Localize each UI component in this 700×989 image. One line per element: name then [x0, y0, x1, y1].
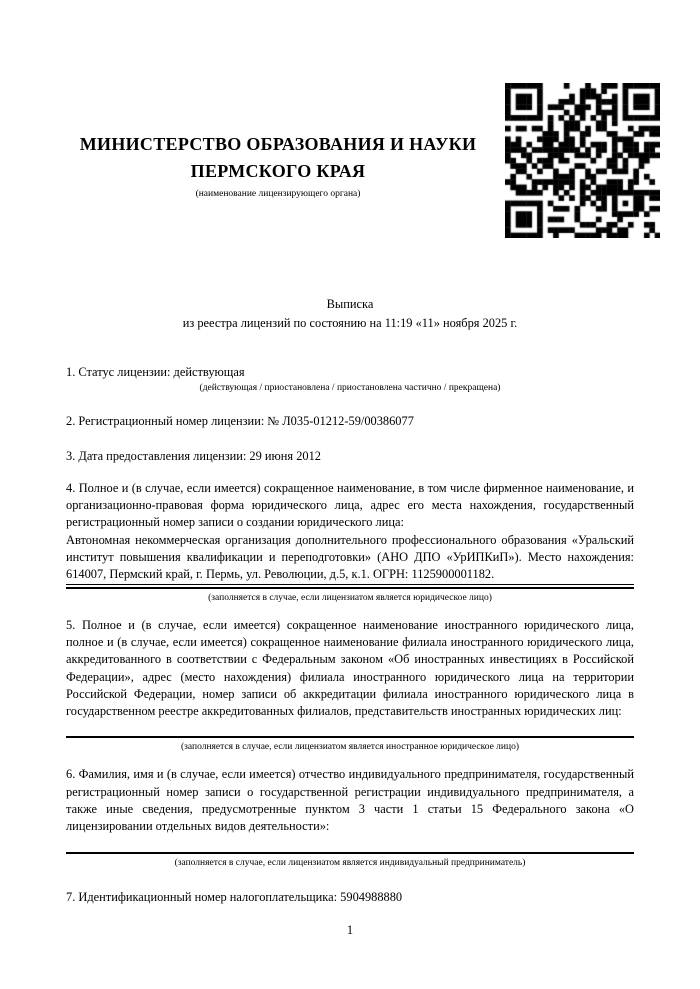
title-line2: из реестра лицензий по состоянию на 11:19 «11» ноября 2025 г.	[182, 316, 518, 330]
license-status-options-caption: (действующая / приостановлена / приостановлена частично / прекращена)	[199, 383, 501, 394]
ministry-name-line2: ПЕРМСКОГО КРАЯ	[190, 161, 366, 181]
license-grant-date: 3. Дата предоставления лицензии: 29 июня 2012	[66, 448, 322, 463]
legal-entity-value: Автономная некоммерческая организация дополнительного профессионального образования «Уральский институт повышения квалификации и переподготовки» (АНО ДПО «УрИПКиП»). Место нахождения: 614007, Пермский край, г. Пермь, ул. Революции, д.5, к.1. ОГРН: 1125900001182.	[66, 532, 634, 582]
individual-entrepreneur-heading: 6. Фамилия, имя и (в случае, если имеется) отчество индивидуального предпринимателя, государственный регистрационный номер записи о государственной регистрации индивидуального предпринимателя, а также иные сведения, предусмотренные пунктом 3 части 1 статьи 15 Федерального закона «О лицензировании отдельных видов деятельности»:	[66, 767, 634, 834]
title-line1: Выписка	[326, 297, 374, 311]
page-number: 1	[346, 922, 354, 937]
foreign-entity-section	[66, 617, 634, 721]
license-registration-number: 2. Регистрационный номер лицензии: № Л035-01212-59/00386077	[66, 414, 414, 429]
ministry-header	[66, 0, 490, 200]
fill-in-rule-legal-entity	[66, 584, 634, 589]
document-title	[66, 295, 634, 333]
foreign-entity-caption: (заполняется в случае, если лицензиатом является иностранное юридическое лицо)	[181, 742, 519, 753]
qr-code	[505, 83, 660, 238]
taxpayer-id: 7. Идентификационный номер налогоплательщика: 5904988880	[66, 889, 403, 904]
legal-entity-heading: 4. Полное и (в случае, если имеется) сокращенное наименование, в том числе фирменное наименование, и организационно-правовая форма юридического лица, адрес его места нахождения, государственный регистрационный номер записи о создании юридического лица:	[66, 480, 634, 530]
license-status: 1. Статус лицензии: действующая	[66, 365, 245, 379]
ministry-name-line1: МИНИСТЕРСТВО ОБРАЗОВАНИЯ И НАУКИ	[79, 134, 477, 154]
fill-in-rule-foreign-entity	[66, 736, 634, 738]
legal-entity-section	[66, 480, 634, 532]
individual-entrepreneur-caption: (заполняется в случае, если лицензиатом является индивидуальный предприниматель)	[174, 857, 526, 868]
individual-entrepreneur-section	[66, 766, 634, 835]
licensing-authority-caption: (наименование лицензирующего органа)	[195, 189, 361, 199]
foreign-entity-heading: 5. Полное и (в случае, если имеется) сокращенное наименование иностранного юридического лица, полное и (в случае, если имеется) сокращенное наименование филиала иностранного юридического лица, аккредитованного в соответствии с Федеральным законом «Об иностранных инвестициях в Российской Федерации», адрес (место нахождения) филиала иностранного юридического лица на территории Российской Федерации, номер записи об аккредитации филиала иностранного юридического лица в государственном реестре аккредитованных филиалов, представительств иностранных юридических лиц:	[66, 617, 634, 719]
legal-entity-caption: (заполняется в случае, если лицензиатом является юридическое лицо)	[208, 592, 492, 603]
fill-in-rule-individual-entrepreneur	[66, 852, 634, 854]
